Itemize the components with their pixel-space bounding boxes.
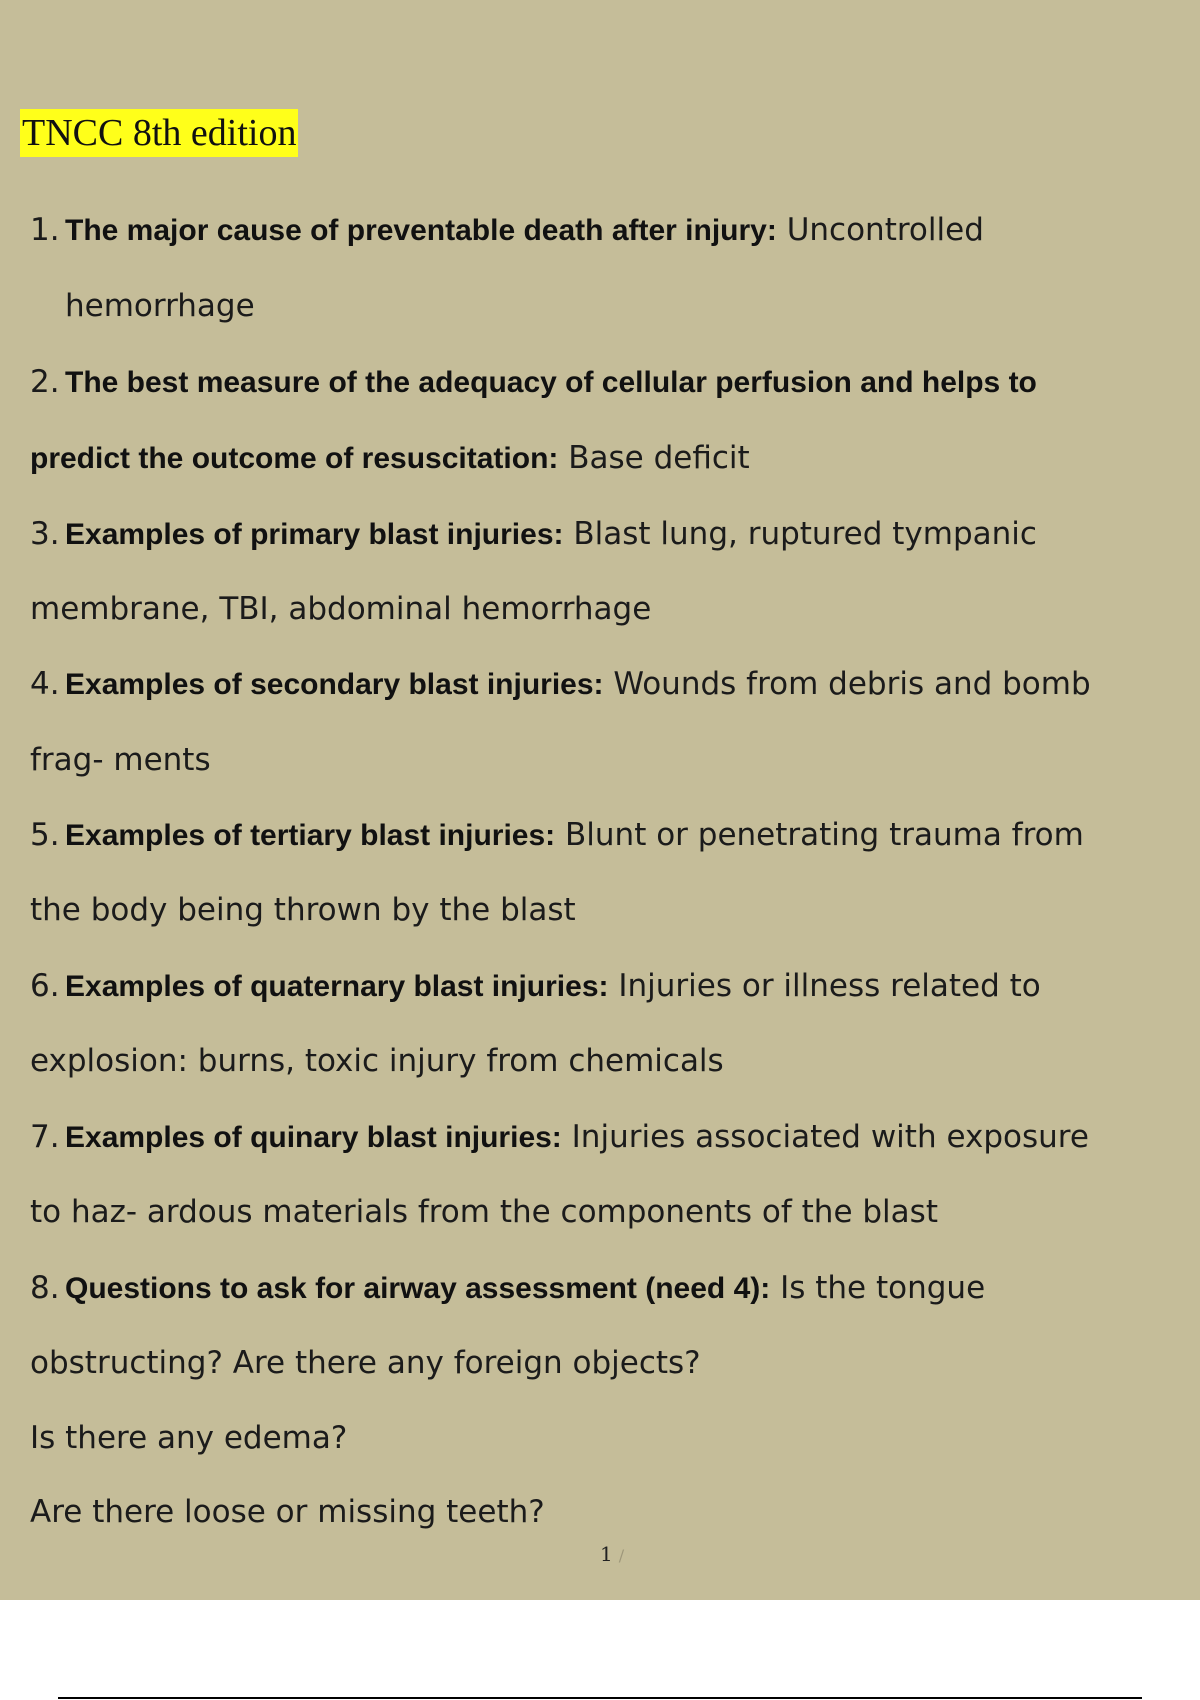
- list-item-8: [30, 1268, 985, 1309]
- item-number: 4.: [30, 666, 60, 702]
- page-number-value: 1: [600, 1542, 613, 1566]
- list-item-8-continued: Is there any edema?: [30, 1420, 348, 1456]
- item-question: The best measure of the adequacy of cellular perfusion and helps to: [65, 366, 1037, 399]
- item-number: 2.: [30, 364, 60, 400]
- list-item-1: [30, 210, 984, 251]
- page-divider-line: [58, 1697, 1142, 1699]
- list-item-8-continued: obstructing? Are there any foreign objects?: [30, 1345, 701, 1381]
- item-question: Examples of primary blast injuries:: [65, 518, 564, 551]
- list-item-4-continued: frag- ments: [30, 742, 211, 778]
- item-answer: Base deficit: [558, 440, 750, 476]
- list-item-4: [30, 664, 1091, 705]
- item-question: Questions to ask for airway assessment (need 4):: [65, 1272, 771, 1305]
- list-item-7-continued: to haz- ardous materials from the components of the blast: [30, 1194, 938, 1230]
- list-item-2: [30, 362, 1037, 403]
- item-number: 1.: [30, 212, 60, 248]
- item-number: 3.: [30, 516, 60, 552]
- list-item-6-continued: explosion: burns, toxic injury from chemicals: [30, 1043, 724, 1079]
- item-question: Examples of quaternary blast injuries:: [65, 970, 609, 1003]
- item-answer: Blunt or penetrating trauma from: [555, 817, 1084, 853]
- item-answer: Uncontrolled: [776, 212, 984, 248]
- item-number: 5.: [30, 817, 60, 853]
- item-question: The major cause of preventable death after injury:: [65, 214, 777, 247]
- list-item-1-continued: hemorrhage: [65, 288, 255, 324]
- list-item-5: [30, 815, 1084, 856]
- item-number: 8.: [30, 1270, 60, 1306]
- item-answer: Injuries associated with exposure: [561, 1119, 1089, 1155]
- list-item-2-continued: [30, 438, 750, 479]
- item-number: 7.: [30, 1119, 60, 1155]
- item-question-continued: predict the outcome of resuscitation:: [30, 442, 559, 475]
- item-answer: Injuries or illness related to: [608, 968, 1041, 1004]
- document-title: TNCC 8th edition: [20, 109, 298, 157]
- list-item-3: [30, 514, 1037, 555]
- page-number-separator: /: [618, 1546, 625, 1565]
- page-number: [600, 1542, 624, 1566]
- list-item-6: [30, 966, 1041, 1007]
- item-question: Examples of secondary blast injuries:: [65, 668, 604, 701]
- item-question: Examples of tertiary blast injuries:: [65, 819, 556, 852]
- list-item-5-continued: the body being thrown by the blast: [30, 892, 576, 928]
- item-question: Examples of quinary blast injuries:: [65, 1121, 562, 1154]
- item-number: 6.: [30, 968, 60, 1004]
- list-item-3-continued: membrane, TBI, abdominal hemorrhage: [30, 591, 652, 627]
- item-answer: Is the tongue: [770, 1270, 986, 1306]
- item-answer: Blast lung, ruptured tympanic: [563, 516, 1037, 552]
- list-item-7: [30, 1117, 1089, 1158]
- list-item-8-continued: Are there loose or missing teeth?: [30, 1494, 545, 1530]
- item-answer: Wounds from debris and bomb: [603, 666, 1091, 702]
